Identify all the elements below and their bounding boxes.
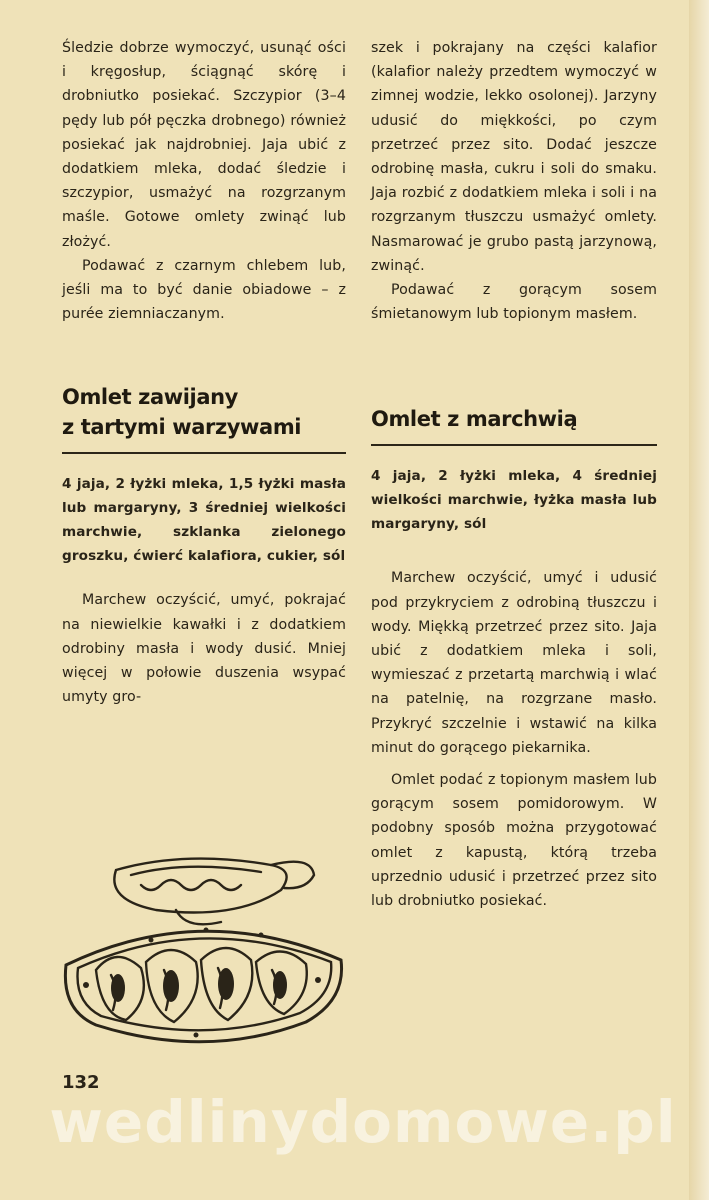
left-column [62, 36, 346, 709]
right-paragraph-2: Podawać z gorącym sosem śmietanowym lub topionym masłem. [371, 282, 657, 323]
ingredients-list: 4 jaja, 2 łyżki mleka, 1,5 łyżki masła lub margaryny, 3 średniej wielkości marchwie, szklanka zielonego groszku, ćwierć kalafiora, cukier, sól [62, 476, 346, 565]
page-edge [689, 0, 709, 1200]
right-paragraph-1: szek i pokrajany na części kalafior (kalafior należy przedtem wymoczyć w zimnej wodzie, lekko osolonej). Jarzyny udusić do miękkości, po czym przetrzeć przez sito. Dodać jeszcze odrobinę masła, cukru i soli do smaku. Jaja rozbić z dodatkiem mleka i soli i na rozgrzanym tłuszczu usmażyć omlety. Nasmarować je grubo pastą jarzynową, zwinąć. [371, 40, 657, 274]
omelette-dish-illustration [56, 850, 346, 1050]
recipe-title-omlet-z-marchwia: Omlet z marchwią [371, 407, 578, 432]
method-text-1: Marchew oczyścić, umyć i udusić pod przykryciem z odrobiną tłuszczu i wody. Miękką przetrzeć przez sito. Jaja ubić z dodatkiem mleka i soli, wymieszać z przetartą marchwią i wlać na patelnię, na rozgrzane masło. Przykryć szczelnie i wstawić na kilka minut do gorącego piekarnika. [371, 570, 657, 756]
recipe-title-omlet-zawijany-line2: z tartymi warzywami [62, 415, 302, 440]
ingredients-list: 4 jaja, 2 łyżki mleka, 4 średniej wielkości marchwie, łyżka masła lub margaryny, sól [371, 468, 657, 533]
watermark: wedlinydomowe.pl [49, 1088, 677, 1156]
method-text: Marchew oczyścić, umyć, pokrajać na niewielkie kawałki i z dodatkiem odrobiny masła i wody dusić. Mniej więcej w połowie duszenia wsypać umyty gro- [62, 592, 346, 706]
page-number: 132 [62, 1072, 100, 1093]
right-column [371, 36, 657, 913]
method-text-2: Omlet podać z topionym masłem lub gorącym sosem pomidorowym. W podobny sposób można przygotować omlet z kapustą, którą trzeba uprzednio udusić i przetrzeć przez sito lub drobniutko posiekać. [371, 772, 657, 910]
left-paragraph-2: Podawać z czarnym chlebem lub, jeśli ma to być danie obiadowe – z purée ziemniaczanym. [62, 257, 346, 323]
left-paragraph-1: Śledzie dobrze wymoczyć, usunąć ości i kręgosłup, ściągnąć skórę i drobniutko posiekać. Szczypior (3–4 pędy lub pół pęczka drobnego) również posiekać jak najdrobniej. Jaja ubić z dodatkiem mleka, dodać śledzie i szczypior, usmażyć na rozgrzanym maśle. Gotowe omlety zwinąć lub złożyć. [62, 40, 346, 250]
recipe-title-omlet-zawijany-line1: Omlet zawijany [62, 385, 238, 410]
